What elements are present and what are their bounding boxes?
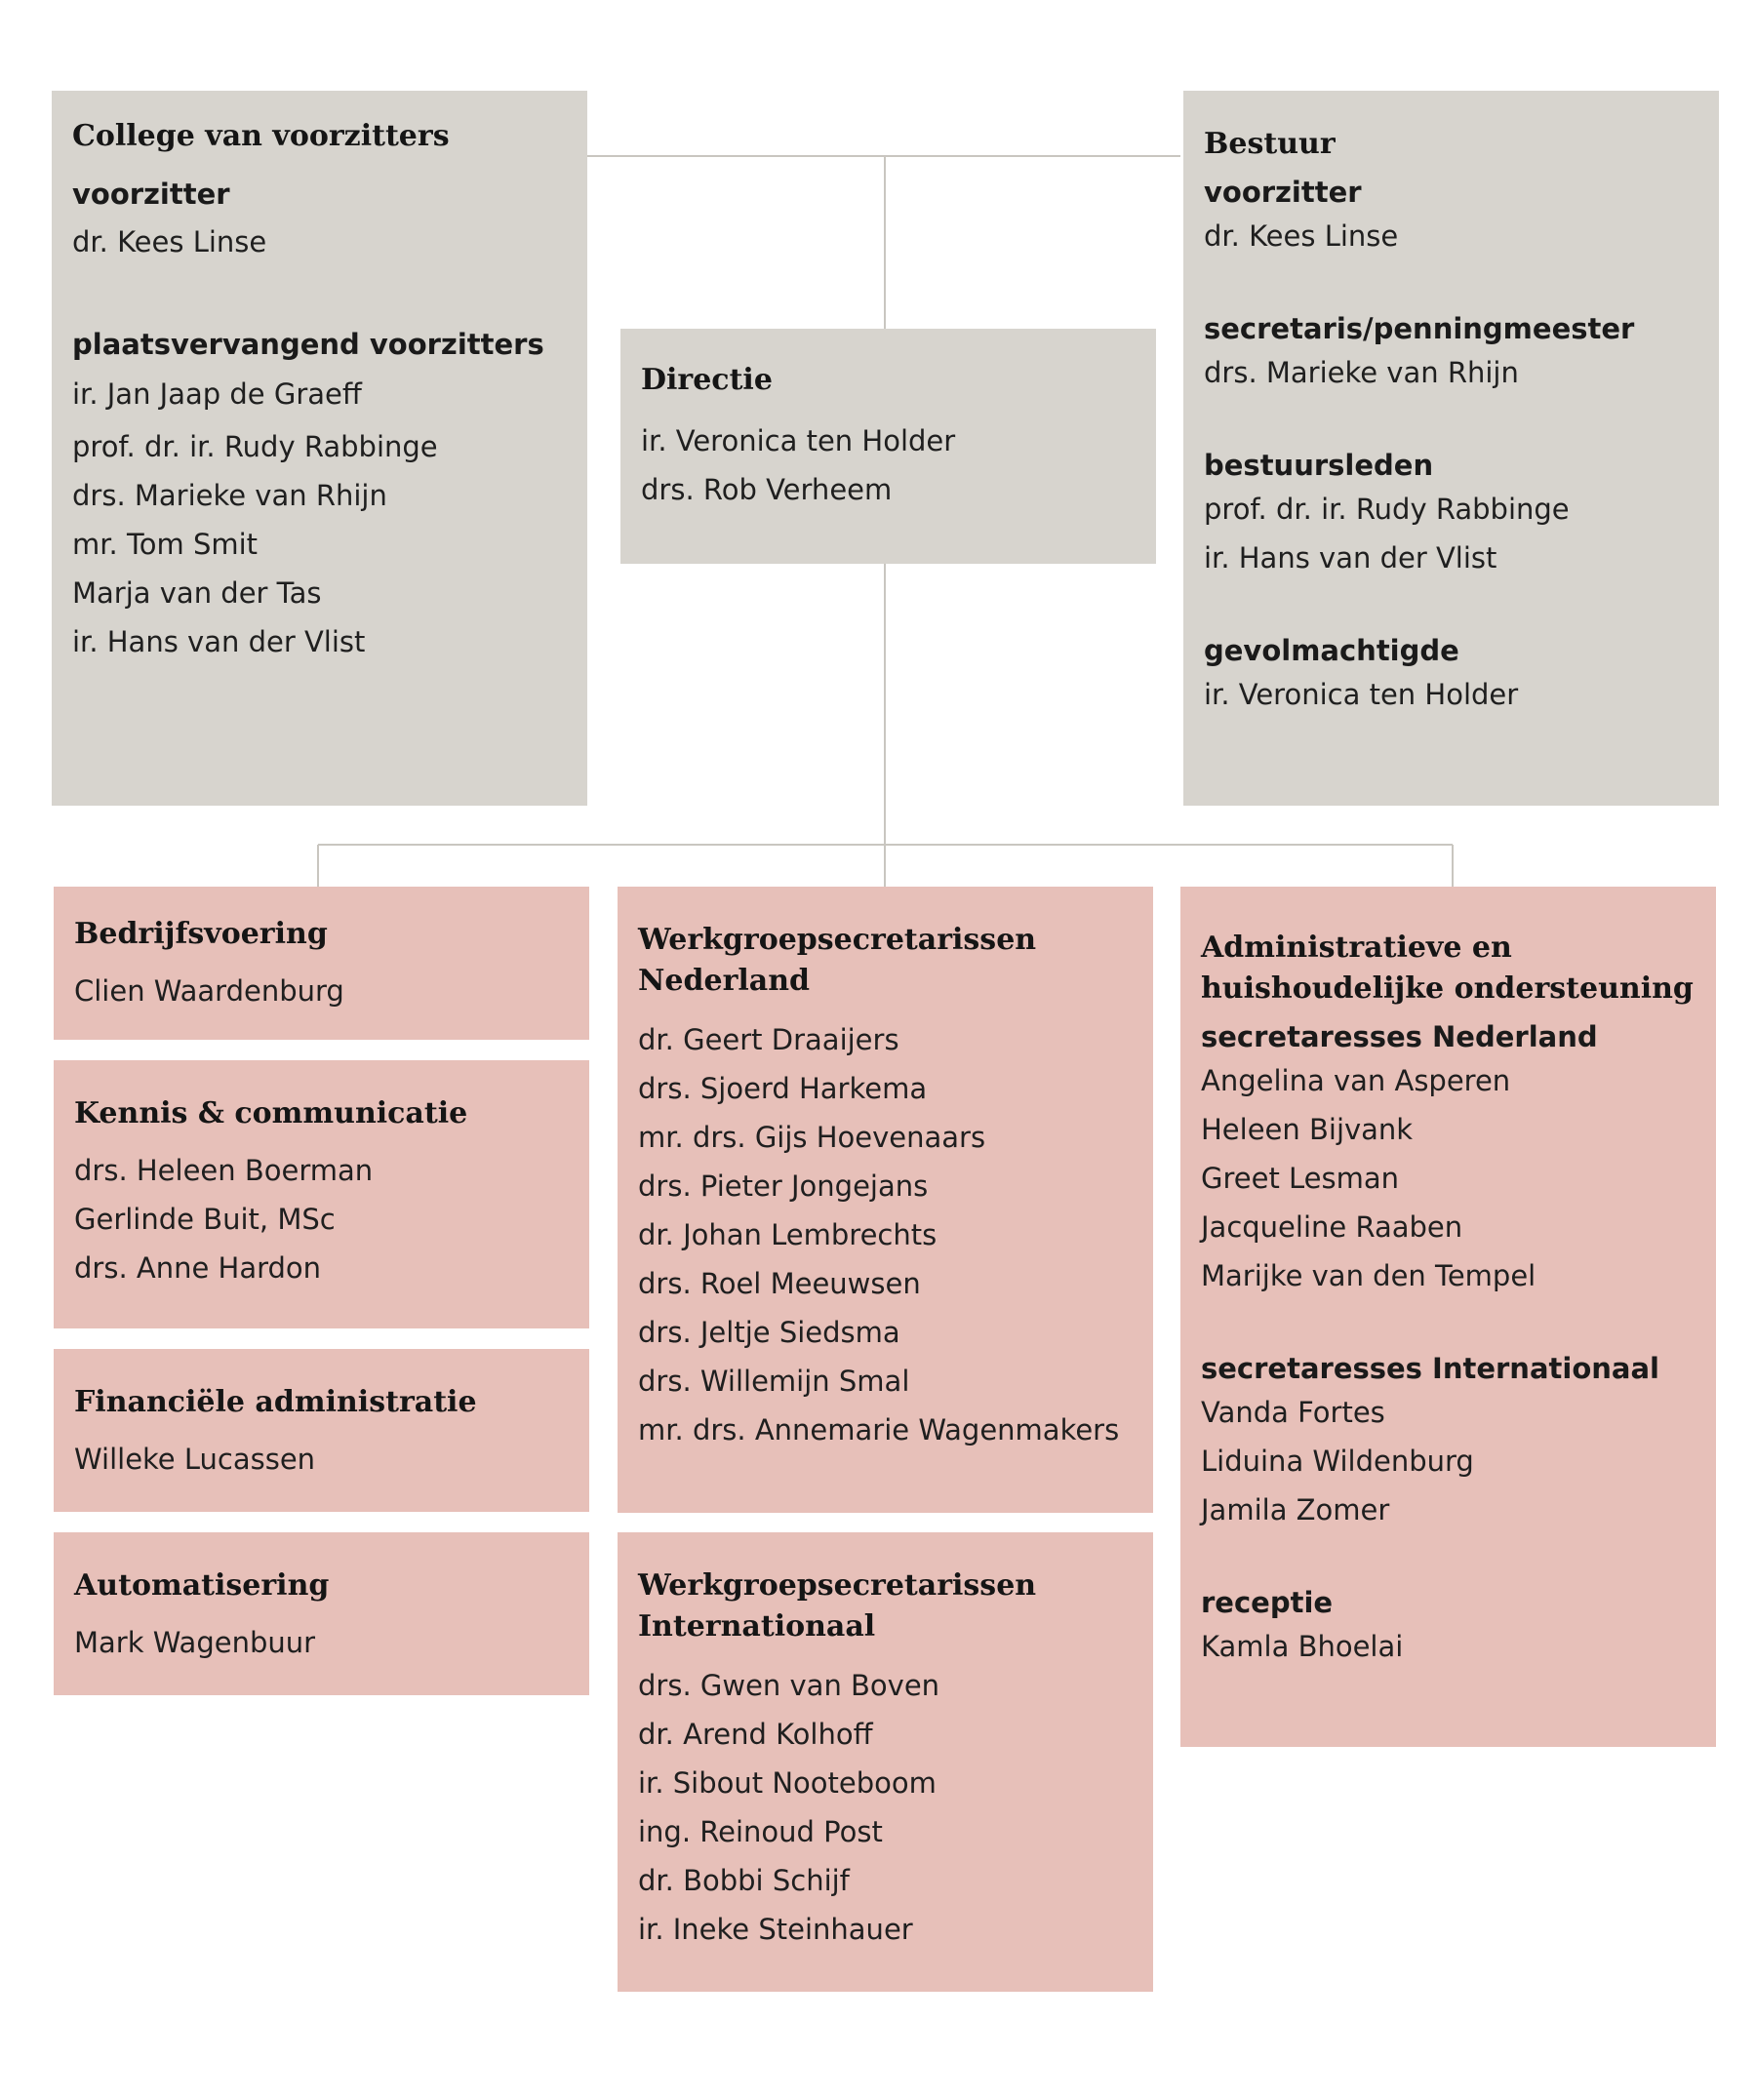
wg-internationaal-title-line2: Internationaal: [638, 1609, 876, 1644]
college-title: College van voorzitters: [72, 119, 450, 153]
member: Willeke Lucassen: [74, 1443, 316, 1476]
admin-title-line1: Administratieve en: [1201, 931, 1512, 965]
member: drs. Anne Hardon: [74, 1251, 322, 1285]
member: Greet Lesman: [1201, 1162, 1400, 1195]
member: ir. Jan Jaap de Graeff: [72, 377, 362, 411]
wg-nederland-title-line2: Nederland: [638, 964, 811, 998]
college-section-plaatsvervangend: [72, 325, 568, 666]
admin-section-receptie: [1201, 1583, 1696, 1671]
member: drs. Heleen Boerman: [74, 1154, 374, 1187]
member: dr. Bobbi Schijf: [638, 1864, 850, 1897]
kennis-title: Kennis & communicatie: [74, 1096, 468, 1130]
section-label: secretaresses Internationaal: [1201, 1352, 1659, 1385]
member: ir. Hans van der Vlist: [1204, 541, 1497, 575]
member: Marijke van den Tempel: [1201, 1259, 1536, 1292]
member: dr. Geert Draaijers: [638, 1023, 899, 1056]
member: prof. dr. ir. Rudy Rabbinge: [1204, 493, 1570, 526]
member: Jacqueline Raaben: [1201, 1210, 1463, 1244]
member: drs. Gwen van Boven: [638, 1669, 940, 1702]
wg-internationaal-title-line1: Werkgroepsecretarissen: [638, 1568, 1037, 1603]
section-label: voorzitter: [1204, 176, 1362, 209]
wg-nederland-title-line1: Werkgroepsecretarissen: [638, 923, 1037, 957]
member: ing. Reinoud Post: [638, 1815, 883, 1848]
directie-title: Directie: [641, 363, 773, 397]
automatisering-box: [54, 1532, 589, 1695]
member: drs. Willemijn Smal: [638, 1365, 910, 1398]
section-label: bestuursleden: [1204, 449, 1434, 482]
member: drs. Marieke van Rhijn: [1204, 356, 1519, 389]
college-van-voorzitters-box: [52, 91, 587, 806]
bestuur-title: Bestuur: [1204, 127, 1336, 161]
member: ir. Hans van der Vlist: [72, 625, 366, 658]
college-section-voorzitter: [72, 175, 568, 270]
member: drs. Jeltje Siedsma: [638, 1316, 900, 1349]
bestuur-section-gevolmachtigde: [1204, 631, 1699, 719]
section-label: secretaris/penningmeester: [1204, 312, 1635, 345]
bestuur-section-bestuursleden: [1204, 446, 1699, 582]
section-label: gevolmachtigde: [1204, 634, 1459, 667]
section-label: voorzitter: [72, 178, 230, 211]
member: ir. Sibout Nooteboom: [638, 1766, 937, 1800]
administratieve-ondersteuning-box: [1180, 887, 1716, 1747]
bedrijfsvoering-title: Bedrijfsvoering: [74, 917, 328, 951]
werkgroep-nederland-box: [618, 887, 1153, 1513]
member: Kamla Bhoelai: [1201, 1630, 1404, 1663]
member: Angelina van Asperen: [1201, 1064, 1511, 1097]
bedrijfsvoering-box: [54, 887, 589, 1040]
member: drs. Marieke van Rhijn: [72, 479, 387, 512]
member: prof. dr. ir. Rudy Rabbinge: [72, 430, 438, 463]
member: ir. Veronica ten Holder: [1204, 678, 1519, 711]
section-label: secretaresses Nederland: [1201, 1020, 1598, 1053]
member: dr. Arend Kolhoff: [638, 1718, 873, 1751]
member: mr. Tom Smit: [72, 528, 259, 561]
financieel-title: Financiële administratie: [74, 1385, 477, 1419]
member: Marja van der Tas: [72, 576, 322, 610]
directie-box: [620, 329, 1156, 564]
financiele-administratie-box: [54, 1349, 589, 1512]
admin-title-line2: huishoudelijke ondersteuning: [1201, 971, 1694, 1006]
member: Vanda Fortes: [1201, 1396, 1385, 1429]
member: drs. Sjoerd Harkema: [638, 1072, 928, 1105]
werkgroep-internationaal-box: [618, 1532, 1153, 1992]
member: Heleen Bijvank: [1201, 1113, 1414, 1146]
member: drs. Rob Verheem: [641, 473, 893, 506]
section-label: receptie: [1201, 1586, 1334, 1619]
member: ir. Ineke Steinhauer: [638, 1913, 913, 1946]
admin-section-secretaresses-internationaal: [1201, 1349, 1696, 1534]
member: Liduina Wildenburg: [1201, 1445, 1474, 1478]
kennis-communicatie-box: [54, 1060, 589, 1328]
member: drs. Roel Meeuwsen: [638, 1267, 921, 1300]
member: dr. Kees Linse: [1204, 219, 1399, 253]
member: mr. drs. Annemarie Wagenmakers: [638, 1413, 1120, 1446]
member: Mark Wagenbuur: [74, 1626, 316, 1659]
member: Gerlinde Buit, MSc: [74, 1203, 336, 1236]
bestuur-section-secretaris: [1204, 309, 1699, 397]
section-label: plaatsvervangend voorzitters: [72, 328, 544, 361]
member: mr. drs. Gijs Hoevenaars: [638, 1121, 986, 1154]
member: Clien Waardenburg: [74, 974, 344, 1008]
bestuur-box: [1183, 91, 1719, 806]
bestuur-section-voorzitter: [1204, 173, 1699, 260]
admin-section-secretaresses-nederland: [1201, 1017, 1696, 1300]
member: Jamila Zomer: [1201, 1493, 1390, 1526]
member: dr. Kees Linse: [72, 225, 267, 258]
member: dr. Johan Lembrechts: [638, 1218, 938, 1251]
automatisering-title: Automatisering: [74, 1568, 330, 1603]
member: ir. Veronica ten Holder: [641, 424, 956, 457]
member: drs. Pieter Jongejans: [638, 1169, 929, 1203]
